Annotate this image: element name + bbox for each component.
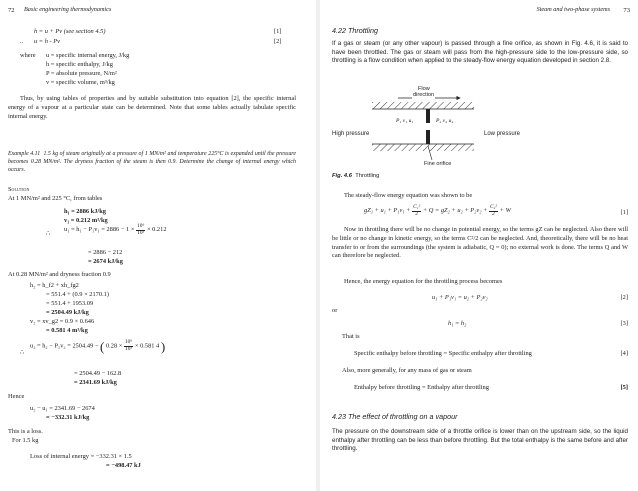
v2-result: = 0.581 4 m³/kg <box>46 327 88 334</box>
sfee-ke-inlet <box>412 205 421 218</box>
definition-h: h = specific enthalpy, J/kg <box>46 61 113 68</box>
equation-enthalpy: h = u + Pv (see section 4.5) <box>34 28 106 35</box>
orifice-plate-bottom <box>426 130 430 144</box>
direction-label: direction <box>413 92 435 98</box>
u1-result: = 2674 kJ/kg <box>88 258 123 265</box>
example-text: 1.5 kg of steam originally at a pressure of 1 MN/m² and temperature 225°C is expanded until the pressure becomes 0.28 MN/m². The dryness fraction of the steam is then 0.9. Determine the change of internal energy which occurs. <box>8 151 296 174</box>
definition-p: P = absolute pressure, N/m² <box>46 70 117 77</box>
h2-sum: = 551.4 + 1953.09 <box>46 300 94 307</box>
therefore-symbol-1: ∴ <box>46 230 51 237</box>
high-pressure-label: High pressure <box>332 131 370 137</box>
equation-1-number: [1] <box>274 28 282 35</box>
enthalpy-statement: Enthalpy before throttling = Enthalpy after throttling <box>354 384 489 391</box>
mass-note: For 1.5 kg <box>12 437 39 444</box>
left-page-number: 72 <box>8 7 15 14</box>
u1-step: = 2886 − 212 <box>88 249 123 256</box>
u1-equation <box>64 224 167 237</box>
paragraph-neglect-terms: Now in throttling there will be no change in potential energy, so the terms gZ can be neglected. Also there will be little or no change in kinetic energy, so the terms C²/2 can be neglected. And, theoretically, there will be no heat transfer to or from the surroundings (the system is adiabatic, Q = 0); no external work is done. The terms Q and W can therefore be neglected. <box>332 226 628 260</box>
u2-volume-factor: × 0.581 4 <box>134 342 160 350</box>
u2-pressure-factor: 0.28 × <box>105 342 123 350</box>
definition-u: u = specific internal energy, J/kg <box>46 52 130 59</box>
sfee-intro: The steady-flow energy equation was shown to be <box>344 192 473 199</box>
sfee-ke-inlet-denominator: 2 <box>415 210 418 217</box>
right-page <box>320 0 638 491</box>
pipe-wall-bottom <box>372 144 474 151</box>
sfee-ke-outlet-denominator: 2 <box>492 210 495 217</box>
left-page <box>0 0 316 491</box>
sfee-work-term: + W <box>499 207 511 215</box>
throttling-equation: u₁ + P₁v₁ = u₂ + P₂v₂ <box>432 294 488 301</box>
general-mass-intro: Also, more generally, for any mass of gas or steam <box>342 367 472 374</box>
figure-caption-text: Throttling <box>355 173 380 179</box>
figure-caption-label: Fig. 4.6 <box>332 173 352 179</box>
u2-paren-close: ) <box>160 339 166 354</box>
enthalpy-equation-number: [3] <box>620 320 628 327</box>
difference-expression: u₂ − u₁ = 2341.69 − 2674 <box>30 405 95 412</box>
u1-fraction <box>136 224 145 237</box>
definition-v: v = specific volume, m³/kg <box>46 79 115 86</box>
u2-fraction <box>124 340 133 353</box>
flow-label: Flow <box>418 86 430 92</box>
solution-intro: At 1 MN/m² and 225 °C, from tables <box>8 195 103 202</box>
sfee-ke-outlet <box>489 205 498 218</box>
u1-fraction-numerator: 10⁶ <box>137 223 145 229</box>
right-running-head: Steam and two-phase systems <box>536 6 610 13</box>
u1-expression: u₁ = h₁ − P₁v₁ = 2886 − 1 × <box>64 226 135 234</box>
therefore-dots: .. <box>20 38 24 45</box>
sfee-equation-number: [1] <box>620 209 628 216</box>
enthalpy-statement-number: [5] <box>620 384 628 391</box>
state2-intro: At 0.28 MN/m² and dryness fraction 0.9 <box>8 271 111 278</box>
paragraph-tables: Thus, by using tables of properties and by suitable substitution into equation [2], the specific internal energy of a vapour at a particular state can be determined. Note that some tables actually tabulate specific internal energy. <box>8 95 296 120</box>
h2-definition: h₂ = h_f2 + xh_fg2 <box>30 282 79 289</box>
u1-fraction-denominator: 10³ <box>137 229 145 236</box>
upstream-state-label: P₁ v₁ u₁ <box>396 118 414 124</box>
sfee-equation <box>364 205 511 218</box>
downstream-state-label: P₂ v₂ u₂ <box>436 118 454 124</box>
example-label: Example 4.11 <box>8 151 41 157</box>
section-throttling-heading: 4.22 Throttling <box>332 26 378 35</box>
h2-substitution: = 551.4 + (0.9 × 2170.1) <box>46 291 109 298</box>
throttling-equation-number: [2] <box>620 294 628 301</box>
paragraph-vapour-effect: The pressure on the downstream side of a throttle orifice is lower than on the upstream side, so the liquid enthalpy after throttling can be less than before throttling. But the total enthalpy is the same before and after throttling. <box>332 428 628 453</box>
u2-fraction-denominator: 10³ <box>125 346 133 352</box>
u1-volume-factor: × 0.212 <box>146 226 167 234</box>
right-page-number: 73 <box>623 7 630 14</box>
v1-value: v₁ = 0.212 m³/kg <box>64 217 108 224</box>
therefore-symbol-2: ∴ <box>20 349 25 356</box>
fine-orifice-label: Fine orifice <box>424 161 452 167</box>
specific-enthalpy-number: [4] <box>620 350 628 357</box>
loss-note: This is a loss. <box>8 428 43 435</box>
u2-paren-open: ( <box>100 339 105 354</box>
where-label: where <box>20 52 36 59</box>
sfee-ke-inlet-numerator: C₁² <box>413 204 421 210</box>
v2-definition: v₂ = xv_g2 = 0.9 × 0.646 <box>30 318 95 325</box>
paragraph-throttling-intro: If a gas or steam (or any other vapour) is passed through a fine orifice, as shown in Fig. 4.6, it is said to have been throttled. The gas or steam will pass from the high-pressure side to the low-pressure side, so throttling is a flow condition when applied to the steady-flow energy equation developed in section 2.8. <box>332 40 628 65</box>
paragraph-energy-equation: Hence, the energy equation for the throttling process becomes <box>344 278 503 285</box>
enthalpy-equation: h₁ = h₂ <box>448 320 467 327</box>
h2-result: = 2504.49 kJ/kg <box>46 309 89 316</box>
u2-fraction-numerator: 10⁶ <box>124 339 133 346</box>
loss-expression: Loss of internal energy = −332.31 × 1.5 <box>30 453 132 460</box>
hence-label: Hence <box>8 393 25 400</box>
or-label: or <box>332 307 338 314</box>
sfee-left-terms: gZ₁ + u₁ + P₁v₁ + <box>364 207 411 215</box>
specific-enthalpy-statement: Specific enthalpy before throttling = Specific enthalpy after throttling <box>354 350 532 357</box>
low-pressure-label: Low pressure <box>484 131 521 137</box>
h1-value: h₁ = 2886 kJ/kg <box>64 208 106 215</box>
sfee-ke-outlet-numerator: C₂² <box>489 204 498 210</box>
left-running-head: Basic engineering thermodynamics <box>24 6 112 13</box>
pipe-wall-top <box>372 102 474 109</box>
u2-step: = 2504.49 − 162.8 <box>74 370 122 377</box>
difference-result: = −332.31 kJ/kg <box>46 414 90 421</box>
example-block <box>8 150 296 174</box>
figure-caption <box>332 173 379 181</box>
orifice-plate-top <box>426 109 430 123</box>
section-vapour-heading: 4.23 The effect of throttling on a vapour <box>332 412 458 421</box>
u2-expression: u₂ = h₂ − P₂v₂ = 2504.49 − <box>30 342 99 350</box>
sfee-middle-terms: + Q = gZ₂ + u₂ + P₂v₂ + <box>422 207 488 215</box>
loss-result: = −498.47 kJ <box>106 462 141 469</box>
equation-2-number: [2] <box>274 38 282 45</box>
that-is-label: That is <box>342 333 360 340</box>
u2-equation <box>30 340 165 353</box>
equation-internal-energy: u = h - Pv <box>34 38 60 45</box>
solution-label: Solution <box>8 186 30 193</box>
u2-result: = 2341.69 kJ/kg <box>74 379 117 386</box>
